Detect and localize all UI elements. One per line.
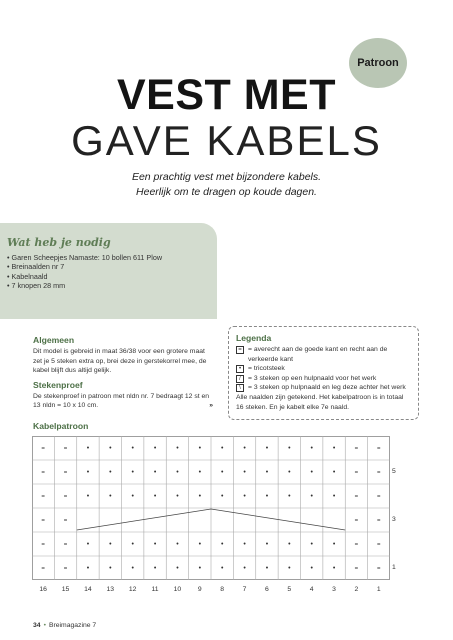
chart-cell-symbol: •: [310, 493, 313, 501]
chart-cell-symbol: =: [377, 518, 381, 525]
chart-cell-symbol: =: [377, 494, 381, 501]
chart-cell-symbol: =: [377, 446, 381, 453]
chart-cell-symbol: =: [41, 518, 45, 525]
chart-cell-symbol: •: [109, 565, 112, 573]
chart-cell-symbol: •: [198, 445, 202, 453]
chart-cell-symbol: •: [288, 565, 291, 573]
chart-cell-symbol: •: [220, 565, 224, 573]
chart-cell-symbol: =: [41, 470, 45, 477]
column-number: 13: [106, 586, 115, 593]
chart-cell-symbol: •: [243, 541, 246, 549]
chart-cell-symbol: •: [243, 469, 246, 477]
chart-cell-symbol: •: [243, 445, 246, 453]
chart-cell-symbol: •: [153, 493, 157, 501]
legend-item: [236, 364, 412, 374]
chart-cell-symbol: •: [310, 541, 313, 549]
chart-cell-symbol: •: [288, 469, 291, 477]
legend-item-text: = 3 steken op hulpnaald en leg deze achter het werk: [248, 384, 406, 392]
chart-cell-symbol: =: [63, 566, 68, 573]
materials-item: • Garen Scheepjes Namaste: 10 bollen 611 Plow: [7, 253, 217, 262]
chart-cell-symbol: •: [86, 493, 90, 501]
column-number: 6: [265, 586, 269, 593]
chart-cell-symbol: =: [354, 566, 359, 573]
chart-cell-symbol: •: [176, 469, 179, 477]
chart-cell-symbol: •: [265, 469, 269, 477]
row-number: 1: [392, 564, 396, 571]
chart-cell-symbol: •: [86, 565, 90, 573]
chart-cell-symbol: •: [86, 541, 90, 549]
legend-item: [236, 345, 412, 364]
chart-cell-symbol: •: [332, 469, 336, 477]
column-numbers: [0, 586, 453, 596]
subtitle-line-2: Heerlijk om te dragen op koude dagen.: [136, 186, 317, 198]
legend-heading: Legenda: [236, 333, 272, 343]
chart-cell-symbol: =: [354, 518, 359, 525]
chart-cell-symbol: =: [63, 446, 68, 453]
stockinette-symbol-icon: •: [236, 365, 244, 373]
column-number: 11: [151, 586, 159, 593]
chart-cell-symbol: •: [265, 493, 269, 501]
chart-cell-symbol: =: [63, 470, 68, 477]
purl-symbol-icon: =: [236, 346, 244, 354]
patroon-badge: Patroon: [349, 38, 407, 88]
legend-item-text: = averecht aan de goede kant en recht aan de verkeerde kant: [248, 346, 388, 363]
chart-cell-symbol: •: [131, 469, 134, 477]
chart-cell-symbol: •: [243, 493, 246, 501]
chart-cell-symbol: •: [332, 493, 336, 501]
chart-cell-symbol: •: [265, 541, 269, 549]
materials-item: • Kabelnaald: [7, 272, 217, 281]
legend-note: Alle naalden zijn getekend. Het kabelpatroon is in totaal 16 steken. En je kabelt elke 7e naald.: [236, 393, 404, 411]
column-number: 1: [376, 586, 381, 593]
cable-chart-heading: Kabelpatroon: [33, 421, 89, 431]
chart-cell-symbol: =: [377, 470, 381, 477]
chart-cell-symbol: =: [377, 542, 381, 549]
chart-cell-symbol: •: [310, 445, 313, 453]
chart-cell-symbol: •: [198, 469, 202, 477]
row-number: 3: [392, 516, 396, 523]
column-number: 5: [287, 586, 292, 593]
chart-cell-symbol: •: [198, 541, 202, 549]
chart-cell-symbol: •: [220, 493, 224, 501]
chart-cell-symbol: •: [243, 565, 246, 573]
legend-item: [236, 374, 412, 384]
chart-cell-symbol: •: [153, 445, 157, 453]
chart-cell-symbol: =: [63, 542, 68, 549]
chart-cell-symbol: •: [288, 445, 291, 453]
chart-cell-symbol: •: [131, 565, 134, 573]
materials-item: • 7 knopen 28 mm: [7, 281, 217, 290]
cable-front-symbol-icon: /: [236, 375, 244, 383]
column-number: 8: [220, 586, 225, 593]
chart-cell-symbol: =: [354, 470, 359, 477]
column-number: 16: [39, 586, 47, 593]
column-number: 14: [84, 586, 92, 593]
chart-cell-symbol: •: [332, 541, 336, 549]
chart-cell-symbol: •: [176, 445, 179, 453]
chart-cell-symbol: •: [310, 565, 313, 573]
chart-cell-symbol: =: [41, 542, 45, 549]
chart-cell-symbol: •: [131, 493, 134, 501]
chart-cell-symbol: •: [220, 541, 224, 549]
chart-cell-symbol: •: [332, 445, 336, 453]
chart-cell-symbol: •: [153, 565, 157, 573]
chart-cell-symbol: •: [86, 445, 90, 453]
chart-cell-symbol: •: [220, 445, 224, 453]
chart-cell-symbol: =: [41, 494, 45, 501]
title-line-2: GAVE KABELS: [71, 117, 382, 164]
chart-cell-symbol: •: [265, 565, 269, 573]
materials-item: • Breinaalden nr 7: [7, 262, 217, 271]
column-number: 9: [197, 586, 202, 593]
chart-cell-symbol: •: [109, 445, 112, 453]
chart-cell-symbol: =: [354, 542, 359, 549]
cable-back-symbol-icon: \: [236, 384, 244, 392]
chart-cell-symbol: =: [354, 494, 359, 501]
page-number: 34: [33, 622, 41, 629]
column-number: 15: [61, 586, 70, 593]
stekenproef-text: De stekenproef in patroon met nldn nr. 7 bedraagt 12 st en 13 nldn = 10 x 10 cm.: [33, 392, 210, 410]
column-number: 10: [173, 586, 182, 593]
chart-cell-symbol: •: [198, 565, 202, 573]
column-number: 7: [242, 586, 247, 593]
legend-item-text: = tricotsteek: [248, 365, 285, 373]
materials-heading: Wat heb je nodig: [7, 236, 111, 249]
subtitle-line-1: Een prachtig vest met bijzondere kabels.: [131, 171, 322, 183]
chart-cell-symbol: •: [220, 469, 224, 477]
algemeen-text: Dit model is gebreid in maat 36/38 voor een grotere maat zet je 5 steken extra op, brei deze in gerstekorrel mee, de kabel blijft dus altijd gelijk.: [33, 348, 207, 375]
column-number: 3: [332, 586, 336, 593]
stekenproef-paragraph: [33, 392, 213, 411]
chart-cell-symbol: •: [86, 469, 90, 477]
chart-cell-symbol: =: [354, 446, 359, 453]
cable-chart: [32, 436, 390, 580]
magazine-name: Breimagazine 7: [48, 622, 97, 629]
chart-cell-symbol: =: [63, 518, 68, 525]
column-number: 12: [128, 586, 137, 593]
chart-cell-symbol: •: [288, 493, 291, 501]
cable-chart-grid: [32, 436, 390, 580]
chart-cell-symbol: •: [131, 445, 134, 453]
algemeen-heading: Algemeen: [33, 335, 75, 345]
chart-cell-symbol: •: [332, 565, 336, 573]
stekenproef-heading: Stekenproef: [33, 379, 83, 390]
legend-item-text: = 3 steken op een hulpnaald voor het werk: [248, 374, 377, 382]
chart-cell-symbol: •: [310, 469, 313, 477]
chart-cell-symbol: =: [41, 446, 45, 453]
chart-cell-symbol: •: [176, 565, 179, 573]
chart-cell-symbol: •: [131, 541, 134, 549]
chart-cell-symbol: •: [288, 541, 291, 549]
title-line-1: VEST MET: [116, 71, 337, 119]
chart-cell-symbol: •: [153, 541, 157, 549]
chart-cell-symbol: •: [109, 469, 112, 477]
continue-arrow: »: [209, 402, 213, 410]
materials-list: [7, 253, 217, 290]
chart-cell-symbol: =: [63, 494, 68, 501]
column-number: 2: [354, 586, 359, 593]
row-number: 5: [392, 468, 396, 475]
subtitle: [0, 170, 453, 200]
chart-cell-symbol: •: [109, 493, 112, 501]
chart-cell-symbol: =: [377, 566, 381, 573]
legend-box: [228, 326, 419, 420]
chart-cell-symbol: •: [265, 445, 269, 453]
legend-item: [236, 383, 412, 393]
chart-cell-symbol: •: [176, 541, 179, 549]
chart-cell-symbol: =: [41, 566, 45, 573]
column-number: 4: [309, 586, 314, 593]
chart-cell-symbol: •: [198, 493, 202, 501]
chart-cell-symbol: •: [176, 493, 179, 501]
chart-cell-symbol: •: [153, 469, 157, 477]
materials-box: [0, 223, 217, 319]
page-footer: [33, 622, 96, 629]
chart-cell-symbol: •: [109, 541, 112, 549]
instructions-column: [33, 335, 213, 411]
separator-dot-icon: •: [43, 622, 46, 629]
